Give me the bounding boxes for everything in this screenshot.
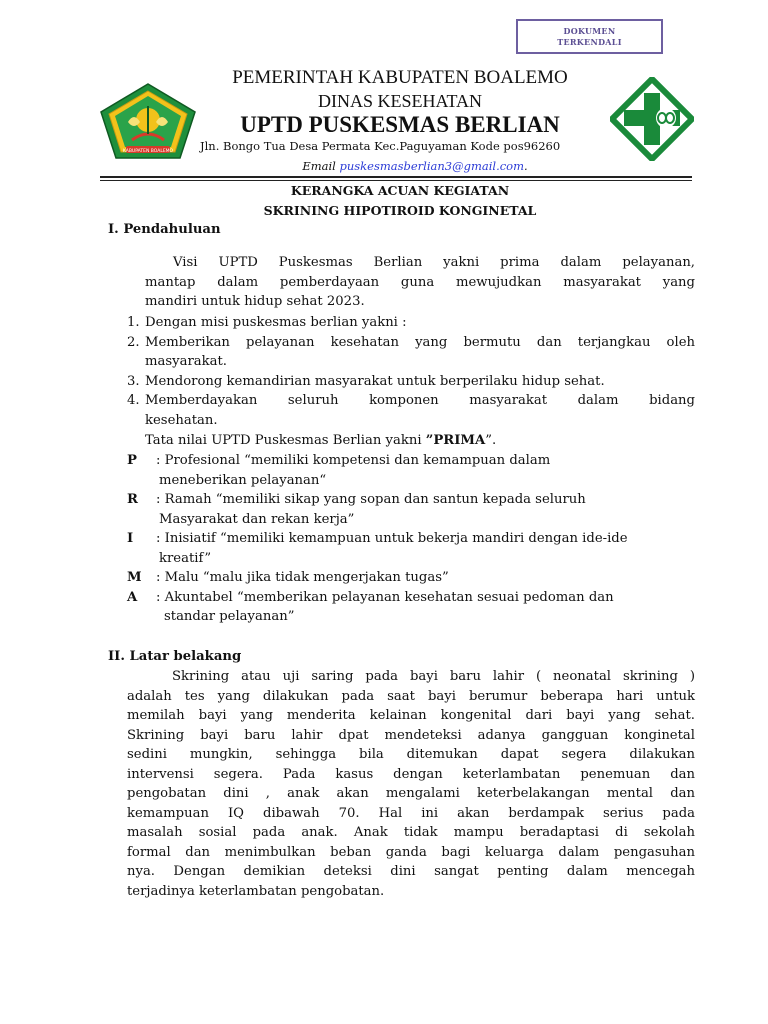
paragraph-line: adalah tes yang dilakukan pada saat bayi berumur beberapa hari untuk	[127, 688, 695, 704]
section-1-heading: I. Pendahuluan	[108, 222, 221, 237]
emblem-ribbon-text: KABUPATEN BOALEMO	[122, 149, 174, 154]
value-letter: R	[127, 492, 138, 507]
header-email-line	[200, 159, 630, 173]
paragraph-line: formal dan menimbulkan beban ganda bagi keluarga dalam pengasuhan	[127, 844, 695, 860]
email-suffix: .	[524, 159, 528, 173]
header-organization: UPTD PUSKESMAS BERLIAN	[240, 112, 560, 137]
value-text-cont: meneberikan pelayanan“	[159, 472, 327, 488]
paragraph-line: memilah bayi yang menderita kelainan kongenital dari bayi yang sehat.	[127, 708, 695, 723]
list-item	[127, 391, 697, 430]
paragraph-line: nya. Dengan demikian deteksi dini sangat penting dalam mencegah	[127, 864, 695, 879]
value-text-cont: standar pelayanan”	[164, 609, 295, 624]
values-intro	[145, 431, 496, 451]
list-text: masyarakat.	[145, 354, 227, 369]
header-rule-thin	[100, 180, 692, 181]
list-number: 4.	[127, 393, 140, 408]
list-number: 1.	[127, 315, 140, 330]
values-acronym: ”PRIMA	[425, 433, 486, 448]
vision-line-3: mandiri untuk hidup sehat 2023.	[145, 294, 365, 309]
value-item	[127, 451, 697, 490]
vision-line-1: Visi UPTD Puskesmas Berlian yakni prima dalam pelayanan,	[173, 255, 695, 270]
header-government: PEMERINTAH KABUPATEN BOALEMO	[232, 67, 568, 88]
list-number: 3.	[127, 373, 140, 389]
header-department: DINAS KESEHATAN	[317, 91, 483, 111]
vision-line-2: mantap dalam pemberdayaan guna mewujudkan masyarakat yang	[145, 274, 695, 290]
value-text-cont: kreatif”	[159, 550, 212, 566]
value-item	[127, 490, 697, 529]
list-text: Dengan misi puskesmas berlian yakni :	[145, 315, 407, 330]
email-link[interactable]: puskesmasberlian3@gmail.com	[339, 159, 525, 173]
paragraph-line: sedini mungkin, sehingga bila ditemukan dapat segera dilakukan	[127, 747, 695, 762]
list-item	[127, 372, 697, 392]
list-item	[127, 313, 697, 333]
document-subtitle: SKRINING HIPOTIROID KONGINETAL	[263, 203, 537, 218]
stamp-line-1: DOKUMEN	[563, 25, 616, 36]
value-letter: I	[127, 531, 134, 546]
list-text: Memberdayakan seluruh komponen masyarakat dalam bidang	[145, 393, 695, 408]
value-text: : Malu “malu jika tidak mengerjakan tugas”	[156, 570, 449, 585]
value-item	[127, 588, 697, 627]
mission-list	[127, 313, 697, 430]
paragraph-line: Skrining atau uji saring pada bayi baru lahir ( neonatal skrining )	[172, 669, 695, 684]
value-text: : Profesional “memiliki kompetensi dan kemampuan dalam	[156, 453, 551, 468]
value-letter: P	[127, 453, 137, 468]
background-paragraph	[127, 667, 695, 901]
value-item	[127, 568, 697, 588]
list-text: Mendorong kemandirian masyarakat untuk berperilaku hidup sehat.	[145, 373, 605, 389]
vision-paragraph	[145, 253, 695, 312]
paragraph-line: kemampuan IQ dibawah 70. Hal ini akan berdampak serius pada	[127, 805, 695, 821]
list-item	[127, 333, 697, 372]
value-text: : Akuntabel “memberikan pelayanan kesehatan sesuai pedoman dan	[156, 589, 614, 605]
paragraph-line: pengobatan dini , anak akan mengalami keterbelakangan mental dan	[127, 786, 695, 801]
value-text-cont: Masyarakat dan rekan kerja”	[159, 511, 355, 527]
paragraph-line: intervensi segera. Pada kasus dengan keterlambatan penemuan dan	[127, 766, 695, 782]
value-item	[127, 529, 697, 568]
email-label: Email	[302, 159, 336, 173]
section-2-heading: II. Latar belakang	[108, 649, 242, 664]
value-text: : Ramah “memiliki sikap yang sopan dan santun kepada seluruh	[156, 492, 586, 507]
value-letter: M	[127, 570, 142, 585]
header-rule-thick	[100, 176, 692, 178]
list-number: 2.	[127, 334, 140, 350]
list-text: Memberikan pelayanan kesehatan yang bermutu dan terjangkau oleh	[145, 334, 695, 350]
paragraph-line: masalah sosial pada anak. Anak tidak mampu beradaptasi di sekolah	[127, 825, 695, 840]
paragraph-line: Skrining bayi baru lahir dpat mendeteksi adanya gangguan konginetal	[127, 727, 695, 743]
paragraph-line: terjadinya keterlambatan pengobatan.	[127, 883, 385, 899]
list-text: kesehatan.	[145, 412, 218, 428]
value-letter: A	[127, 589, 138, 605]
value-text: : Inisiatif “memiliki kemampuan untuk bekerja mandiri dengan ide-ide	[156, 531, 628, 546]
header-address: Jln. Bongo Tua Desa Permata Kec.Paguyaman Kode pos96260	[200, 139, 561, 153]
stamp-line-2: TERKENDALI	[557, 36, 622, 47]
values-intro-text: Tata nilai UPTD Puskesmas Berlian yakni	[145, 433, 426, 448]
controlled-document-stamp	[516, 19, 663, 54]
values-intro-end: ”.	[485, 433, 497, 448]
prima-values	[127, 451, 697, 627]
document-title: KERANGKA ACUAN KEGIATAN	[290, 183, 510, 198]
